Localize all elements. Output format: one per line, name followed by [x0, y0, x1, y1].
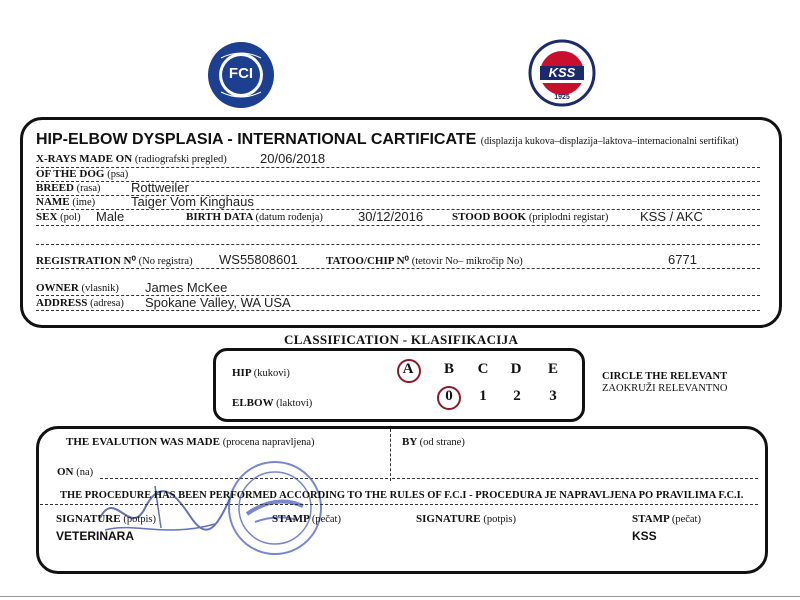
name-label-sub: (ime) — [72, 197, 96, 208]
birth-label-sub: (datum rođenja) — [255, 212, 323, 223]
bottom-rule — [0, 596, 800, 597]
signature2-label — [416, 513, 516, 525]
fci-logo-text: FCI — [228, 65, 254, 82]
stamp1-label — [272, 513, 341, 525]
breed-label-text: BREED — [36, 182, 74, 194]
xrays-line — [36, 167, 760, 168]
signature2-label-sub: (potpis) — [483, 514, 517, 525]
tatoo-label-text: TATOO/CHIP N⁰ — [326, 255, 409, 267]
classification-box — [213, 348, 585, 422]
owner-label-sub: (vlasnik) — [81, 283, 119, 294]
birth-label — [186, 211, 323, 223]
elbow-grade[interactable]: 3 — [549, 388, 557, 404]
kss-logo-year: 1925 — [554, 94, 570, 101]
certificate-title-main: HIP-ELBOW DYSPLASIA - INTERNATIONAL CARTIFICATE — [36, 131, 477, 148]
hip-grade[interactable]: D — [510, 361, 522, 377]
procedure-line — [40, 504, 758, 505]
on-label-sub: (na) — [76, 467, 94, 478]
signature1-label-sub: (potpis) — [123, 514, 157, 525]
tatoo-label-sub: (tetovir No– mikročip No) — [411, 256, 523, 267]
stamp-seal-icon — [225, 458, 325, 558]
hip-grade[interactable]: E — [547, 361, 558, 377]
reg-line — [36, 268, 760, 269]
name-label — [36, 196, 95, 208]
classification-heading: CLASSIFICATION - KLASIFIKACIJA — [284, 332, 519, 347]
on-label-text: ON — [57, 466, 74, 478]
stamp1-label-sub: (pečat) — [311, 514, 341, 525]
procedure-text: THE PROCEDURE HAS BEEN PERFORMED ACCORDING TO THE RULES OF F.C.I - PROCEDURA JE NAPRAVLJENA PO PRAVILIMA F.C.I. — [60, 490, 744, 501]
address-value: Spokane Valley, WA USA — [145, 295, 291, 310]
stamp1-label-text: STAMP — [272, 513, 310, 525]
address-line — [36, 310, 760, 311]
hip-label-text: HIP — [232, 367, 251, 379]
xrays-label — [36, 153, 227, 165]
owner-label — [36, 282, 119, 294]
stamp2-label-sub: (pečat) — [671, 514, 701, 525]
made-label — [66, 436, 315, 448]
hip-selection-circle — [397, 359, 421, 383]
circle-relevant-en: CIRCLE THE RELEVANT — [602, 371, 728, 382]
stood-label — [452, 211, 608, 223]
name-label-text: NAME — [36, 196, 70, 208]
signature1-label — [56, 513, 156, 525]
fci-logo — [206, 40, 276, 110]
by-label — [402, 436, 465, 448]
signature1-value: VETERINARA — [56, 529, 135, 543]
certificate-title — [36, 131, 738, 149]
birth-label-text: BIRTH DATA — [186, 211, 253, 223]
dog-label-text: OF THE DOG — [36, 168, 105, 180]
hip-label-sub: (kukovi) — [253, 368, 290, 379]
stamp2-label — [632, 513, 701, 525]
address-label — [36, 297, 124, 309]
stamp2-label-text: STAMP — [632, 513, 670, 525]
sex-label — [36, 211, 81, 223]
elbow-label-text: ELBOW — [232, 397, 274, 409]
name-value: Taiger Vom Kinghaus — [131, 194, 254, 209]
made-label-text: THE EVALUTION WAS MADE — [66, 436, 220, 448]
by-label-sub: (od strane) — [419, 437, 465, 448]
by-line — [392, 478, 758, 479]
address-label-text: ADDRESS — [36, 297, 88, 309]
breed-label-sub: (rasa) — [76, 183, 101, 194]
hip-label — [232, 367, 290, 379]
elbow-grade[interactable]: 2 — [513, 388, 521, 404]
stood-label-sub: (priplodni registar) — [528, 212, 609, 223]
kss-logo — [528, 38, 596, 108]
hip-grade[interactable]: A — [402, 361, 414, 377]
elbow-grade[interactable]: 0 — [445, 388, 453, 404]
owner-label-text: OWNER — [36, 282, 79, 294]
on-label — [57, 466, 93, 478]
sex-label-text: SEX — [36, 211, 58, 223]
signature1-label-text: SIGNATURE — [56, 513, 121, 525]
by-label-text: BY — [402, 436, 417, 448]
elbow-selection-circle — [437, 386, 461, 410]
xrays-label-text: X-RAYS MADE ON — [36, 153, 133, 165]
owner-value: James McKee — [145, 280, 228, 295]
made-label-sub: (procena napravljena) — [222, 437, 315, 448]
reg-label — [36, 254, 193, 267]
breed-label — [36, 182, 101, 194]
reg-label-sub: (No registra) — [138, 256, 193, 267]
birth-value: 30/12/2016 — [358, 209, 424, 224]
tatoo-value: 6771 — [668, 252, 697, 267]
xrays-value: 20/06/2018 — [260, 151, 326, 166]
signature2-label-text: SIGNATURE — [416, 513, 481, 525]
tatoo-label — [326, 254, 523, 267]
sex-label-sub: (pol) — [60, 212, 81, 223]
reg-label-text: REGISTRATION N⁰ — [36, 255, 136, 267]
elbow-label — [232, 397, 312, 409]
address-label-sub: (adresa) — [90, 298, 124, 309]
elbow-label-sub: (laktovi) — [276, 398, 313, 409]
dog-label-sub: (psa) — [107, 169, 129, 180]
dog-label — [36, 168, 128, 180]
hip-grade[interactable]: B — [443, 361, 454, 377]
circle-relevant-sr: ZAOKRUŽI RELEVANTNO — [602, 383, 728, 394]
blank-line-1 — [36, 244, 760, 245]
stood-label-text: STOOD BOOK — [452, 211, 527, 223]
stood-value: KSS / AKC — [640, 209, 703, 224]
kss-logo-text: KSS — [548, 65, 576, 80]
sex-value: Male — [96, 209, 125, 224]
elbow-grade[interactable]: 1 — [479, 388, 487, 404]
certificate-title-sub: (displazija kukova–displazija–laktova–internacionalni sertifikat) — [480, 136, 739, 147]
xrays-label-sub: (radiografski pregled) — [134, 154, 227, 165]
stamp2-value: KSS — [632, 529, 657, 543]
reg-value: WS55808601 — [219, 252, 298, 267]
breed-value: Rottweiler — [131, 180, 189, 195]
hip-grade[interactable]: C — [477, 361, 489, 377]
evaluation-divider — [390, 429, 391, 481]
sex-line — [36, 225, 760, 226]
